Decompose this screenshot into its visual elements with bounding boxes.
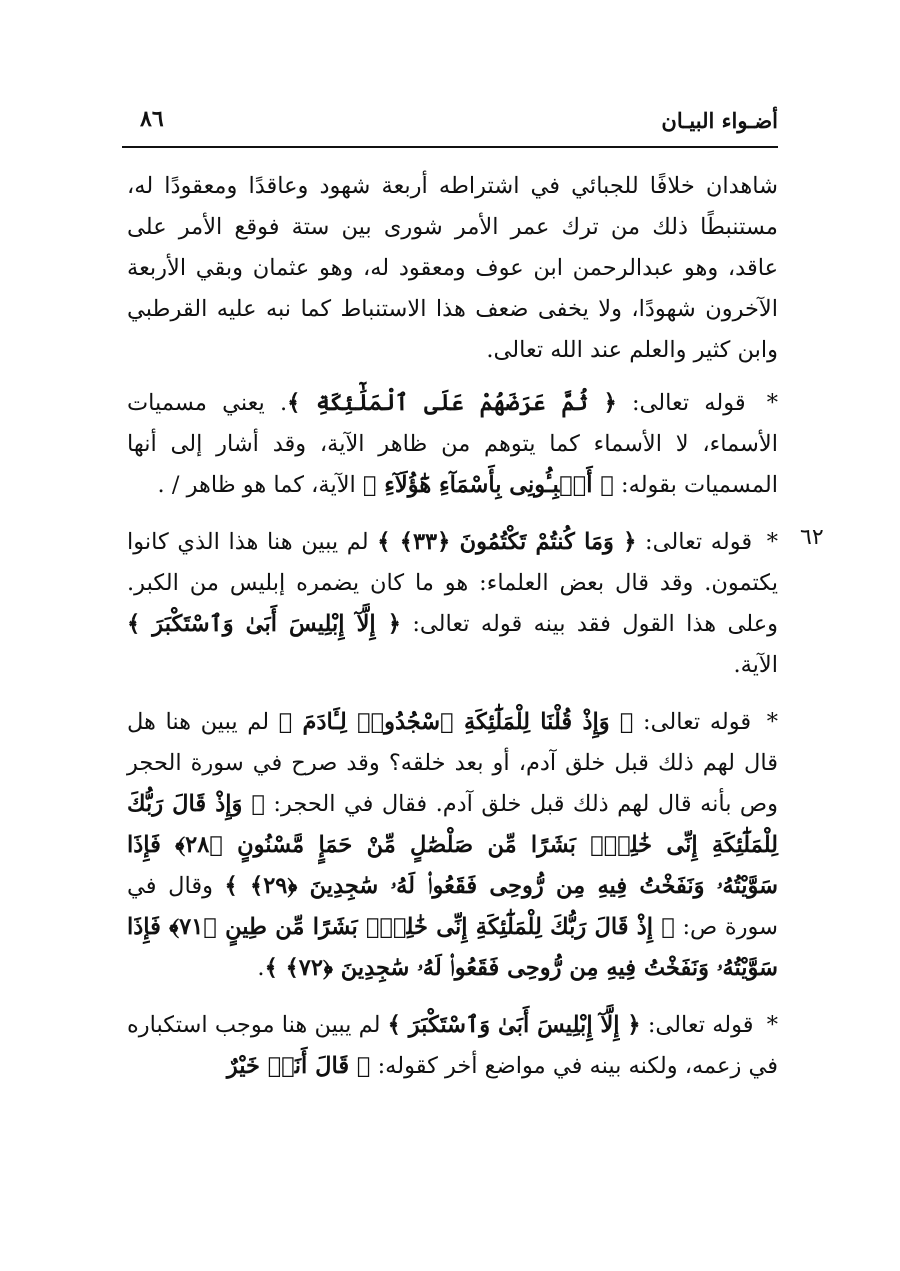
quran-verse: ﴿ قَالَ أَنَا۠ خَيْرٌ xyxy=(226,1053,371,1079)
book-title: أضـواء البيـان xyxy=(661,108,778,133)
quran-verse: ﴿ إِلَّآ إِبْلِيسَ أَبَىٰ وَٱسْتَكْبَرَ ﴾ xyxy=(127,611,401,637)
header-rule xyxy=(122,146,778,148)
paragraph-text: لم يبين هنا هذا الذي كانوا يكتمون. وقد قال بعض العلماء: هو ما كان يضمره إبليس من الكبر. وعلى هذا القول فقد بينه قوله تعالى: xyxy=(127,529,778,637)
paragraph-text: قوله تعالى: xyxy=(616,390,746,416)
margin-page-marker: ٦٢ xyxy=(800,525,824,550)
quran-verse: ﴿ وَإِذْ قَالَ رَبُّكَ لِلْمَلَٰٓئِكَةِ إِنِّى خَٰلِقٌۢ بَشَرًا مِّن صَلْصَٰلٍ مِّنْ حَمَإٍ مَّسْنُونٍ ﴿٢٨﴾ فَإِذَا سَوَّيْتُهُۥ وَنَفَخْتُ فِيهِ مِن رُّوحِى فَقَعُوا۟ لَهُۥ سَٰجِدِينَ ﴿٢٩﴾ ﴾ xyxy=(127,791,779,899)
asterisk-icon: * xyxy=(766,529,779,555)
page-header xyxy=(122,100,778,144)
paragraph-text: قوله تعالى: xyxy=(633,709,752,735)
paragraph xyxy=(127,383,778,506)
paragraph xyxy=(127,1005,778,1087)
asterisk-icon: * xyxy=(766,390,779,416)
paragraph-text: . يعني مسميات الأسماء، لا الأسماء كما يتوهم من ظاهر الآية، وقد أشار إلى أنها المسميات بقوله: xyxy=(127,390,778,498)
quran-verse: ﴿ إِذْ قَالَ رَبُّكَ لِلْمَلَٰٓئِكَةِ إِنِّى خَٰلِقٌۢ بَشَرًا مِّن طِينٍ ﴿٧١﴾ فَإِذَا سَوَّيْتُهُۥ وَنَفَخْتُ فِيهِ مِن رُّوحِى فَقَعُوا۟ لَهُۥ سَٰجِدِينَ ﴿٧٢﴾ ﴾ xyxy=(127,914,778,981)
paragraph xyxy=(127,522,778,686)
paragraph-text: شاهدان خلافًا للجبائي في اشتراطه أربعة شهود وعاقدًا ومعقودًا له، مستنبطًا ذلك من ترك عمر الأمر شورى بين ستة فوقع الأمر على عاقد، وهو عبدالرحمن ابن عوف ومعقود له، وهو عثمان وبقي الأربعة الآخرون شهودًا، ولا يخفى ضعف هذا الاستنباط كما نبه عليه القرطبي وابن كثير والعلم عند الله تعالى. xyxy=(127,173,778,363)
paragraph-text: الآية. xyxy=(733,652,778,678)
paragraph xyxy=(127,166,778,371)
quran-verse: ﴿ أَنۢبِـُٔونِى بِأَسْمَآءِ هَٰٓؤُلَآءِ ﴾ xyxy=(362,472,614,498)
paragraph-text: الآية، كما هو ظاهر / . xyxy=(157,472,363,498)
asterisk-icon: * xyxy=(766,709,779,735)
paragraph-text: لم يبين هنا هل قال لهم ذلك قبل خلق آدم، أو بعد خلقه؟ وقد صرح في سورة الحجر وص بأنه قال لهم ذلك قبل خلق آدم. فقال في الحجر: xyxy=(127,709,778,817)
quran-verse: ﴿ وَإِذْ قُلْنَا لِلْمَلَٰٓئِكَةِ ٱسْجُدُوا۟ لِـَٔادَمَ ﴾ xyxy=(278,709,634,735)
asterisk-icon: * xyxy=(766,1012,778,1038)
paragraph-text: قوله تعالى: xyxy=(640,1012,754,1038)
paragraph-text: لم يبين هنا موجب استكباره في زعمه، ولكنه بينه في مواضع أخر كقوله: xyxy=(127,1012,778,1079)
paragraph-text: وقال في سورة ص: xyxy=(127,873,778,940)
body-text xyxy=(127,166,778,1103)
page-number: ٨٦ xyxy=(140,106,164,132)
paragraph-text: . xyxy=(257,955,265,981)
quran-verse: ﴿ وَمَا كُنتُمْ تَكْتُمُونَ ﴿٣٣﴾ ﴾ xyxy=(377,529,637,555)
quran-verse: ﴿ إِلَّآ إِبْلِيسَ أَبَىٰ وَٱسْتَكْبَرَ ﴾ xyxy=(387,1012,641,1038)
paragraph xyxy=(127,702,778,989)
paragraph-text: قوله تعالى: xyxy=(636,529,753,555)
quran-verse: ﴿ ثُمَّ عَرَضَهُمْ عَلَى ٱلْمَلَٰٓئِكَةِ ﴾ xyxy=(287,390,617,416)
